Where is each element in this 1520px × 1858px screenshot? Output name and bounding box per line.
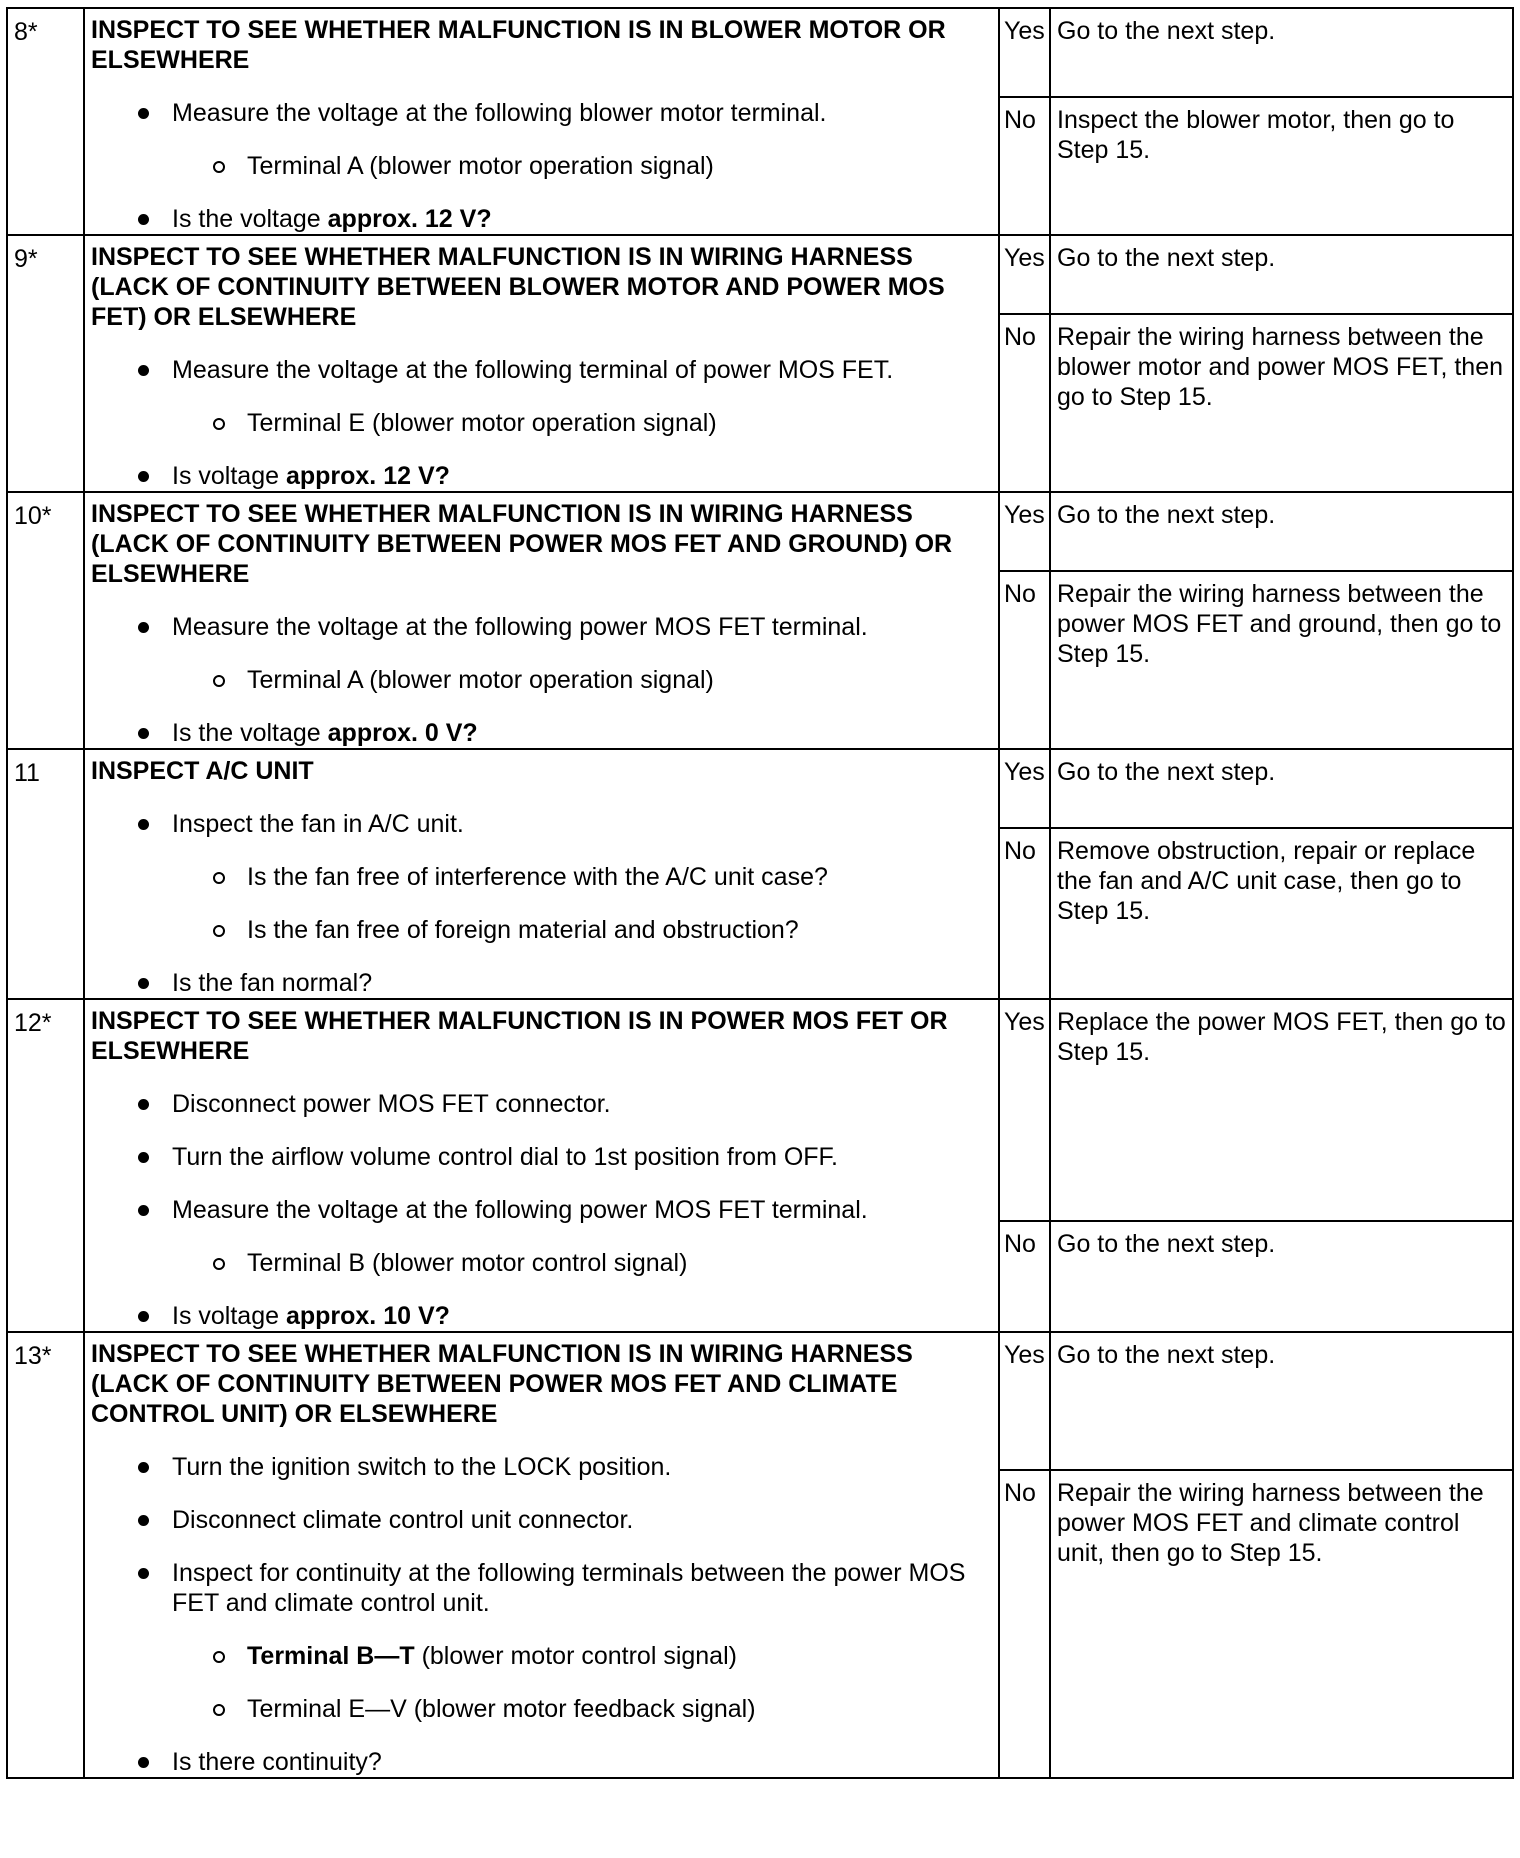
result-no-row [1000,570,1512,748]
instruction-list [91,1089,994,1331]
sub-instruction-item [91,1248,994,1278]
inspection-title: INSPECT TO SEE WHETHER MALFUNCTION IS IN WIRING HARNESS (LACK OF CONTINUITY BETWEEN POWER MOS FET AND CLIMATE CONTROL UNIT) OR ELSEWHERE [91,1340,913,1428]
result-no-row [1000,1469,1512,1777]
instruction-text: Is the voltage [172,205,328,233]
result-label: No [1000,572,1051,748]
step-number: 8* [7,8,84,235]
emphasis-text: Terminal B—T [247,1642,415,1670]
sub-instruction-list [91,665,994,695]
sub-instruction-list [91,1248,994,1278]
result-options [1000,493,1512,748]
sub-instruction-item [91,408,994,438]
instruction-text: Terminal E—V (blower motor feedback signal) [247,1695,756,1723]
diagnostic-procedure-body [7,8,1513,1778]
step-row-9 [7,235,1513,492]
result-yes-row [1000,750,1512,827]
result-action: Inspect the blower motor, then go to Step 15. [1057,106,1455,164]
instruction-text: Terminal A (blower motor operation signal) [247,666,714,694]
instruction-list [91,355,994,491]
result-action: Repair the wiring harness between the power MOS FET and climate control unit, then go to Step 15. [1057,1479,1484,1567]
step-row-10 [7,492,1513,749]
instruction-text: Measure the voltage at the following terminal of power MOS FET. [172,356,894,384]
result-options [1000,1000,1512,1331]
sub-instruction-group [91,862,994,945]
step-number: 13* [7,1332,84,1778]
instruction-item [91,612,994,642]
diagnostic-procedure-table [6,7,1514,1779]
instruction-text: Disconnect climate control unit connector. [172,1506,634,1534]
instruction-item [91,809,994,839]
result-options [1000,9,1512,234]
emphasis-text: approx. 10 V? [285,1302,450,1330]
sub-instruction-item [91,151,994,181]
step-number: 12* [7,999,84,1332]
sub-instruction-group [91,151,994,181]
instruction-text: Measure the voltage at the following power MOS FET terminal. [172,1196,868,1224]
instruction-item [91,1142,994,1172]
inspection-cell [84,8,999,235]
result-options [1000,750,1512,998]
step-number: 10* [7,492,84,749]
result-action: Repair the wiring harness between the power MOS FET and ground, then go to Step 15. [1057,580,1502,668]
instruction-item [91,968,994,998]
sub-instruction-group [91,665,994,695]
result-label: No [1000,1471,1051,1777]
instruction-item [91,98,994,128]
sub-instruction-item [91,1641,994,1671]
result-yes-row [1000,1000,1512,1220]
result-action: Go to the next step. [1057,1230,1276,1258]
instruction-text: Is the fan normal? [172,969,373,997]
inspection-cell [84,999,999,1332]
result-label: No [1000,315,1051,491]
inspection-title: INSPECT TO SEE WHETHER MALFUNCTION IS IN WIRING HARNESS (LACK OF CONTINUITY BETWEEN POWER MOS FET AND GROUND) OR ELSEWHERE [91,500,953,588]
instruction-item [91,1089,994,1119]
instruction-text: Disconnect power MOS FET connector. [172,1090,611,1118]
sub-instruction-list [91,1641,994,1724]
result-label: No [1000,829,1051,998]
sub-instruction-item [91,862,994,892]
result-label: Yes [1000,1333,1051,1469]
result-yes-row [1000,236,1512,313]
result-cell [999,749,1513,999]
instruction-item [91,1558,994,1618]
instruction-text: Is voltage [172,1302,286,1330]
diagnostic-procedure-table-container [6,7,1512,1779]
instruction-list [91,1452,994,1777]
inspection-cell [84,1332,999,1778]
sub-instruction-list [91,862,994,945]
sub-instruction-item [91,915,994,945]
result-action: Go to the next step. [1057,758,1276,786]
result-action: Remove obstruction, repair or replace the fan and A/C unit case, then go to Step 15. [1057,837,1476,925]
result-cell [999,492,1513,749]
inspection-title: INSPECT TO SEE WHETHER MALFUNCTION IS IN BLOWER MOTOR OR ELSEWHERE [91,16,946,74]
result-action: Go to the next step. [1057,17,1276,45]
result-cell [999,1332,1513,1778]
result-cell [999,999,1513,1332]
result-label: No [1000,98,1051,234]
instruction-item [91,204,994,234]
inspection-cell [84,749,999,999]
instruction-list [91,612,994,748]
step-row-13 [7,1332,1513,1778]
instruction-text: Is voltage [172,462,286,490]
instruction-list [91,98,994,234]
result-action: Go to the next step. [1057,501,1276,529]
instruction-text: Is the voltage [172,719,328,747]
instruction-text: Turn the airflow volume control dial to 1st position from OFF. [172,1143,839,1171]
instruction-text: Is the fan free of foreign material and obstruction? [247,916,799,944]
result-label: Yes [1000,1000,1051,1220]
result-no-row [1000,96,1512,234]
result-cell [999,235,1513,492]
instruction-item [91,1747,994,1777]
inspection-cell [84,235,999,492]
result-label: Yes [1000,236,1051,313]
result-yes-row [1000,9,1512,96]
sub-instruction-item [91,665,994,695]
instruction-list [91,809,994,998]
instruction-text: Inspect the fan in A/C unit. [172,810,464,838]
instruction-text: Inspect for continuity at the following terminals between the power MOS FET and climate control unit. [172,1559,966,1617]
result-options [1000,236,1512,491]
instruction-text: Turn the ignition switch to the LOCK position. [172,1453,672,1481]
step-row-12 [7,999,1513,1332]
result-action: Go to the next step. [1057,1341,1276,1369]
instruction-text: Is the fan free of interference with the A/C unit case? [247,863,828,891]
instruction-text: Terminal E (blower motor operation signal) [247,409,717,437]
result-no-row [1000,1220,1512,1331]
instruction-text: Terminal A (blower motor operation signal) [247,152,714,180]
result-yes-row [1000,493,1512,570]
instruction-text: Measure the voltage at the following blower motor terminal. [172,99,827,127]
instruction-item [91,718,994,748]
emphasis-text: approx. 0 V? [327,719,478,747]
instruction-item [91,1452,994,1482]
emphasis-text: approx. 12 V? [327,205,492,233]
sub-instruction-list [91,408,994,438]
result-label: Yes [1000,750,1051,827]
instruction-item [91,1301,994,1331]
instruction-item [91,461,994,491]
sub-instruction-list [91,151,994,181]
sub-instruction-group [91,1248,994,1278]
instruction-item [91,1195,994,1225]
emphasis-text: approx. 12 V? [285,462,450,490]
result-no-row [1000,313,1512,491]
sub-instruction-group [91,1641,994,1724]
step-row-8 [7,8,1513,235]
step-number: 11 [7,749,84,999]
instruction-item [91,1505,994,1535]
result-action: Go to the next step. [1057,244,1276,272]
inspection-title: INSPECT TO SEE WHETHER MALFUNCTION IS IN WIRING HARNESS (LACK OF CONTINUITY BETWEEN BLOWER MOTOR AND POWER MOS FET) OR ELSEWHERE [91,243,945,331]
step-row-11 [7,749,1513,999]
instruction-text: Is there continuity? [172,1748,382,1776]
result-action: Replace the power MOS FET, then go to Step 15. [1057,1008,1506,1066]
result-label: No [1000,1222,1051,1331]
instruction-text: (blower motor control signal) [414,1642,737,1670]
result-options [1000,1333,1512,1777]
result-label: Yes [1000,9,1051,96]
inspection-cell [84,492,999,749]
sub-instruction-item [91,1694,994,1724]
inspection-title: INSPECT A/C UNIT [91,757,314,785]
result-action: Repair the wiring harness between the blower motor and power MOS FET, then go to Step 15. [1057,323,1504,411]
inspection-title: INSPECT TO SEE WHETHER MALFUNCTION IS IN POWER MOS FET OR ELSEWHERE [91,1007,948,1065]
step-number: 9* [7,235,84,492]
result-yes-row [1000,1333,1512,1469]
instruction-text: Terminal B (blower motor control signal) [247,1249,688,1277]
instruction-text: Measure the voltage at the following power MOS FET terminal. [172,613,868,641]
result-no-row [1000,827,1512,998]
result-label: Yes [1000,493,1051,570]
result-cell [999,8,1513,235]
instruction-item [91,355,994,385]
sub-instruction-group [91,408,994,438]
